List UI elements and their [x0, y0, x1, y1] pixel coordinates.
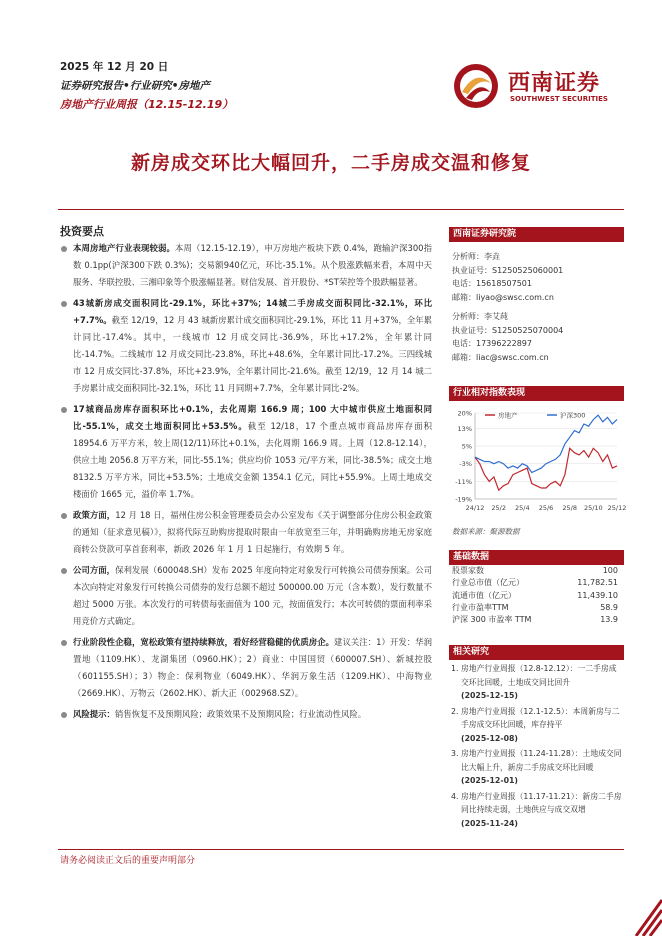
relative-index-chart — [449, 403, 627, 528]
basic-data-row — [449, 602, 624, 614]
chart-y-tick: 20% — [457, 409, 472, 418]
related-date: (2025-12-08) — [461, 733, 518, 743]
basic-data-value: 58.9 — [600, 602, 618, 612]
chart-x-tick: 25/12 — [607, 504, 627, 512]
chart-y-tick: -3% — [459, 460, 472, 469]
basic-data-label: 流通市值（亿元） — [452, 590, 516, 600]
top-divider — [58, 209, 624, 210]
related-num: 4. — [451, 791, 459, 801]
report-series-title: 房地产行业周报（12.15-12.19） — [60, 98, 234, 111]
related-title-bar — [449, 645, 624, 660]
basic-data-value: 100 — [602, 566, 618, 575]
bullet-text: 本周（12.15-12.19），申万房地产板块下跌 0.4%，跑输沪深300指数 0.1pp(沪深300下跌 0.3%)；交易额940亿元，环比-35.1%。从个股涨跌幅来看，本周中天服务、华联控股、三湘印象等个股涨幅显著。财信发展、首开股份、*ST荣控等个股跌幅显著。 — [73, 243, 433, 287]
bullet-text: 截至 12/18，17 个重点城市商品房库存面积 18954.6 万平方米，较上周(12/11)环比+0.1%，去化周期 166.9 周。上周（12.8-12.14），供应土地 2056.8 万平方米，同比-55.1%；供应均价 1053 元/平方米，同比-38.5%；成交土地 8132.5 万平方米，同比+53.5%；土地成交金额 1354.1 亿元，同比+55.9%。上周土地成交楼面价 1665 元，溢价率 1.7%。 — [73, 421, 432, 499]
related-list — [449, 660, 624, 830]
bullet-lead: 17城商品房库存面积环比+0.1%，去化周期 166.9 周；100 大中城市供应土地面积同比-55.1%，成交土地面积同比+53.5%。 — [73, 404, 432, 431]
analyst-panel — [449, 227, 624, 364]
chart-legend-label: 房地产 — [498, 411, 518, 420]
bullet-lead: 43城新房成交面积同比-29.1%，环比+37%；14城二手房成交面积同比-32.1%，环比+7.7%。 — [73, 298, 432, 325]
related-item[interactable] — [449, 662, 624, 703]
analyst-email[interactable]: 邮箱：liac@swsc.com.cn — [452, 352, 549, 362]
bullet-text: 截至 12/19，12 月 43 城新房累计成交面积同比-29.1%，环比 11 月+37%，全年累计同比-17.4%。其中，一线城市 12 月成交同比-36.9%，环比+17.2%，全年累计同比-14.7%。二线城市 12 月成交同比-23.8%，环比+48.6%，全年累计同比-17.2%。三四线城市 12 月成交同比-37.8%，环比+23.9%，全年累计同比-21.6%。截至 12/19，12 月 14 城二手房累计成交面积同比-32.1%，环比 11 月同期+7.7%，全年累计同比-2%。 — [73, 315, 432, 393]
chart-series-line — [475, 448, 617, 490]
analyst-email[interactable]: 邮箱：liyao@swsc.com.cn — [452, 292, 554, 302]
chart-legend-label: 沪深300 — [560, 411, 586, 420]
analyst-card — [449, 250, 624, 364]
related-date: (2025-12-01) — [461, 776, 518, 785]
related-item[interactable] — [449, 705, 624, 746]
related-item[interactable] — [449, 747, 624, 788]
chart-source: 数据来源：聚源数据 — [452, 527, 520, 536]
basic-data-row — [449, 577, 624, 589]
summary-bullet — [60, 507, 432, 558]
summary-bullets — [60, 240, 432, 727]
footer-disclaimer: 请务必阅读正文后的重要声明部分 — [60, 856, 196, 866]
report-date: 2025 年 12 月 20 日 — [60, 61, 169, 73]
related-date: (2025-11-24) — [461, 818, 518, 828]
bullet-lead: 行业阶段性企稳，宽松政策有望持续释放，看好经营稳健的优质房企。 — [73, 637, 335, 647]
bullet-lead: 政策方面， — [73, 510, 116, 520]
bottom-divider — [58, 849, 624, 850]
summary-bullet — [60, 401, 432, 503]
page-title: 新房成交环比大幅回升，二手房成交温和修复 — [130, 152, 531, 174]
bullet-text: 销售恢复不及预期风险；政策效果不及预期风险；行业流动性风险。 — [114, 709, 367, 719]
basic-data-value: 11,782.51 — [577, 578, 618, 588]
logo-emblem-icon — [452, 62, 500, 110]
bullet-text: 建议关注：1）开发：华润置地（1109.HK）、龙湖集团（0960.HK）；2）商业：中国国贸（600007.SH）、新城控股（601155.SH）；3）物企：保利物业（6049.HK）、华润万象生活（1209.HK）、中海物业（2669.HK）、万物云（2602.HK）、新大正（002968.SZ）。 — [73, 637, 433, 698]
analyst-phone: 电话：15618507501 — [452, 279, 532, 288]
related-text: 房地产行业周报（11.17-11.21）：新房二手房同比持续走弱，土地供应与成交双增 — [461, 791, 622, 814]
bullet-text: 保利发展（600048.SH）发布 2025 年度向特定对象发行可转换公司债券预案。公司本次向特定对象发行可转换公司债券的发行总额不超过 500000.00 万元（含本数），发行数量不超过 5000 万张。本次发行的可转债每张面值为 100 元，按面值发行；本次可转债的票面利率采用竞价方式确定。 — [73, 565, 433, 626]
basic-data-title-bar — [449, 550, 624, 565]
chart-y-tick: 13% — [457, 424, 472, 433]
analyst-cert: 执业证号：S1250525070004 — [452, 325, 564, 335]
related-num: 3. — [451, 749, 459, 758]
basic-data-label: 沪深 300 市盈率 TTM — [452, 615, 532, 625]
related-title: 相关研究 — [449, 645, 624, 660]
basic-data-label: 行业市盈率TTM — [452, 602, 509, 612]
analyst-name: 分析师：李垚 — [452, 252, 500, 261]
basic-data-row — [449, 565, 624, 577]
basic-data-row — [449, 590, 624, 602]
brand-logo — [452, 62, 622, 110]
logo-chinese-name: 西南证券 — [508, 71, 601, 96]
analyst-cert: 执业证号：S1250525060001 — [452, 265, 564, 275]
bullet-lead: 风险提示： — [73, 709, 115, 719]
corner-stripes-icon — [634, 880, 662, 936]
chart-x-tick: 25/10 — [583, 504, 603, 512]
chart-x-tick: 25/4 — [515, 504, 530, 512]
summary-heading: 投资要点 — [60, 225, 104, 238]
summary-bullet — [60, 295, 432, 397]
summary-bullet — [60, 634, 432, 702]
basic-data-label: 股票家数 — [452, 566, 484, 575]
performance-title: 行业相对指数表现 — [449, 386, 624, 401]
chart-y-tick: -11% — [455, 477, 472, 486]
chart-x-tick: 25/2 — [491, 504, 506, 512]
related-num: 1. — [451, 664, 459, 673]
performance-title-bar — [449, 386, 624, 401]
related-num: 2. — [451, 706, 459, 716]
summary-bullet — [60, 562, 432, 630]
related-text: 房地产行业周报（12.8-12.12）：一二手房成交环比回暖，土地成交同比回升 — [461, 664, 617, 687]
bullet-text: 12 月 18 日，福州住房公积金管理委员会办公室发布《关于调整部分住房公积金政策的通知（征求意见稿）》，拟将代际互助购房提取时限由一年放宽至三年，并明确购房地无房家庭商转公贷款可享首套利率，新政 2026 年 1 月 1 日起施行，有效期 5 年。 — [73, 510, 432, 554]
institute-title: 西南证券研究院 — [449, 227, 624, 242]
summary-bullet — [60, 240, 432, 291]
bullet-lead: 本周房地产行业表现较弱。 — [73, 243, 175, 253]
related-text: 房地产行业周报（11.24-11.28）：土地成交同比大幅上升，新房二手房成交环比回暖 — [461, 749, 622, 772]
logo-english-name: SOUTHWEST SECURITIES — [510, 95, 608, 103]
chart-y-tick: -19% — [455, 495, 472, 504]
basic-data-value: 11,439.10 — [577, 590, 618, 600]
basic-data-title: 基础数据 — [449, 550, 624, 565]
analyst-phone: 电话：17396222897 — [452, 339, 532, 348]
chart-x-tick: 24/12 — [465, 504, 485, 512]
basic-data-value: 13.9 — [600, 615, 618, 625]
related-text: 房地产行业周报（12.1-12.5）：本周新房与二手房成交环比回暖，库存持平 — [461, 706, 620, 729]
summary-bullet — [60, 706, 432, 723]
chart-x-tick: 25/6 — [538, 504, 554, 512]
basic-data-table — [449, 565, 624, 626]
basic-data-row — [449, 614, 624, 626]
analyst-name: 分析师：李艾莼 — [452, 312, 508, 321]
chart-y-tick: 5% — [461, 442, 472, 451]
related-date: (2025-12-15) — [461, 691, 518, 700]
chart-x-tick: 25/8 — [562, 504, 577, 512]
report-type: 证券研究报告•行业研究•房地产 — [60, 80, 210, 92]
chart-canvas — [449, 403, 627, 528]
basic-data-label: 行业总市值（亿元） — [452, 578, 524, 588]
related-item[interactable] — [449, 790, 624, 831]
bullet-lead: 公司方面， — [73, 565, 116, 575]
